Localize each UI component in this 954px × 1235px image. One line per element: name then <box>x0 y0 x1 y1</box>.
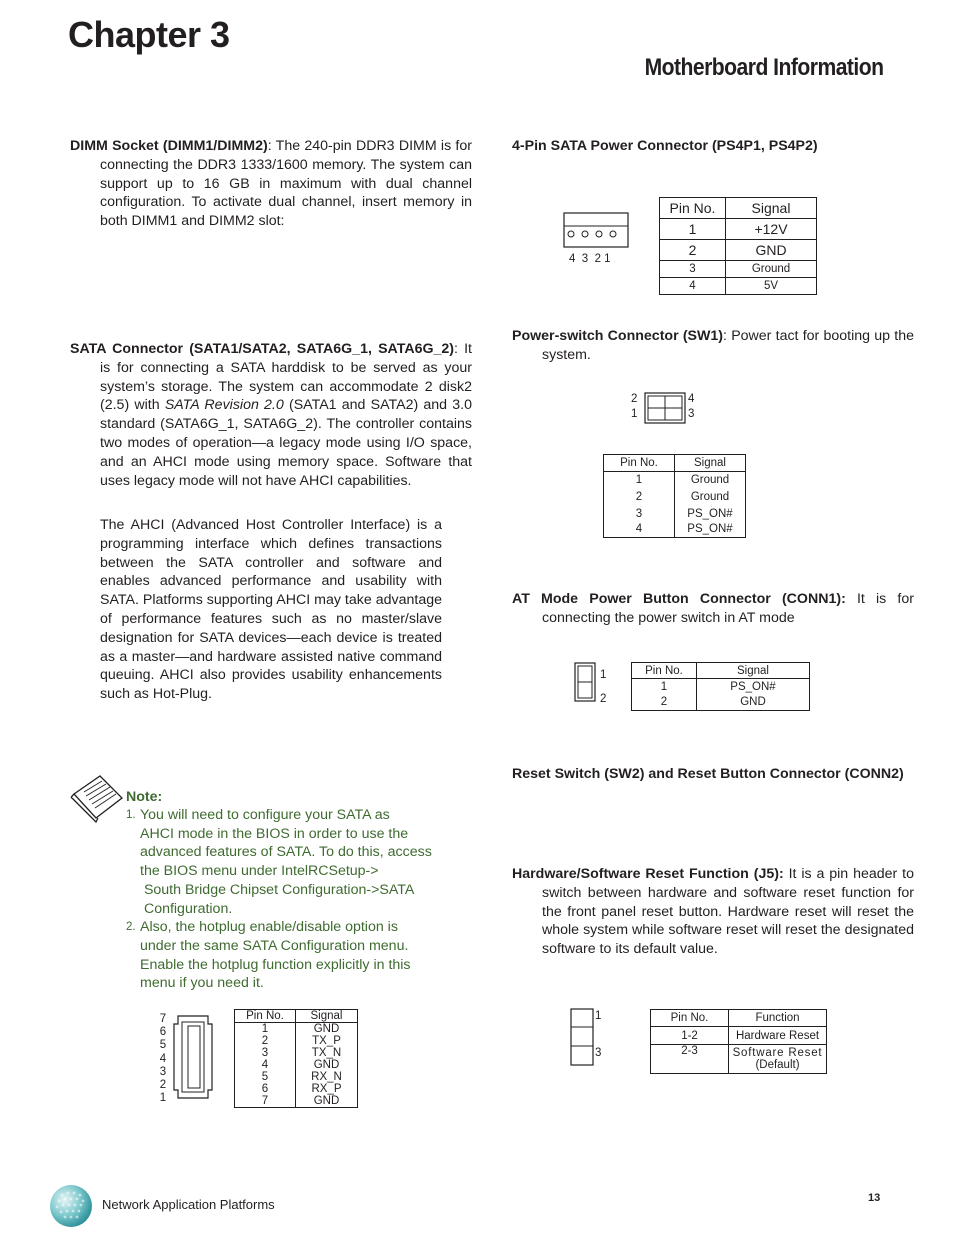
table-cell: 1 <box>235 1023 296 1036</box>
at-mode-paragraph <box>512 590 914 628</box>
table-cell: Hardware Reset <box>729 1027 827 1045</box>
table-cell: 3 <box>660 261 726 278</box>
page-number: 13 <box>868 1192 881 1204</box>
table-header: Signal <box>726 198 817 219</box>
table-cell: GND <box>296 1095 358 1108</box>
j5-pin-top: 1 <box>595 1010 602 1022</box>
note-paper-icon <box>70 772 124 824</box>
table-cell: Ground <box>675 472 746 489</box>
sata-pin-table <box>234 1009 358 1108</box>
table-cell: 1 <box>660 219 726 240</box>
note-line: Configuration. <box>140 900 233 917</box>
note-line: AHCI mode in the BIOS in order to use the <box>140 825 409 842</box>
dimm-heading: DIMM Socket (DIMM1/DIMM2) <box>70 138 268 154</box>
table-cell: GND <box>296 1023 358 1036</box>
power-switch-paragraph <box>512 327 914 365</box>
pin-label: 5 <box>159 1039 167 1052</box>
note-item-1 <box>126 806 446 918</box>
note-line: South Bridge Chipset Configuration->SATA <box>140 881 415 898</box>
ahci-paragraph: The AHCI (Advanced Host Controller Interface) is a programming interface which defines transactions between the SATA controller and software and enables advanced performance and usability with SATA. Platforms supporting AHCI may take advantage of performance features such as no master/slave designation for SATA devices—each device is treated as a master—and hardware assisted native command queuing. AHCI also provides usability enhancements such as Hot-Plug. <box>100 517 442 703</box>
table-cell: 4 <box>235 1059 296 1071</box>
note-line: You will need to configure your SATA as <box>140 807 390 823</box>
at-mode-text: It is for connecting the power switch in AT mode <box>542 591 914 626</box>
table-cell: Ground <box>726 261 817 278</box>
table-cell: 1 <box>632 679 697 695</box>
table-cell: 7 <box>235 1095 296 1108</box>
sw1-left-pins <box>631 392 637 422</box>
sata-paragraph <box>70 340 472 490</box>
footer-brand: Network Application Platforms <box>102 1197 275 1212</box>
power-switch-text: : Power tact for booting up the system. <box>542 328 914 363</box>
table-cell: PS_ON# <box>697 679 810 695</box>
sata-power-connector-diagram <box>562 212 630 248</box>
pin-label: 3 <box>688 408 695 420</box>
software-reset-label: Software Reset <box>732 1047 823 1059</box>
sata-revision: SATA Revision 2.0 <box>164 397 284 414</box>
note-line: Enable the hotplug function explicitly in this <box>140 956 411 973</box>
table-cell: GND <box>726 240 817 261</box>
pin-label: 1 <box>600 669 607 681</box>
table-header: Function <box>729 1010 827 1027</box>
hw-sw-reset-paragraph <box>512 865 914 959</box>
at-mode-heading: AT Mode Power Button Connector (CONN1): <box>512 591 846 607</box>
table-cell: PS_ON# <box>675 506 746 522</box>
table-header: Pin No. <box>660 198 726 219</box>
table-cell: 1 <box>604 472 675 489</box>
hw-sw-reset-text: It is a pin header to switch between hardware and software reset function for the front panel reset button. Hardware reset will reset the whole system while software reset will reset the designated software to its default value. <box>542 866 914 958</box>
note-line: advanced features of SATA. To do this, access <box>140 844 432 861</box>
pin-label: 4 <box>159 1052 167 1065</box>
table-cell: RX_P <box>296 1083 358 1095</box>
table-cell: 5V <box>726 278 817 295</box>
table-cell: 2 <box>235 1035 296 1047</box>
note-item-2-num: 2. <box>126 921 136 934</box>
table-cell: 2 <box>604 489 675 506</box>
dimm-paragraph <box>70 137 472 231</box>
table-cell: TX_P <box>296 1035 358 1047</box>
pin-label: 1 <box>631 408 638 420</box>
table-header: Pin No. <box>651 1010 729 1027</box>
pin-label: 1 <box>159 1092 167 1105</box>
reset-heading: Reset Switch (SW2) and Reset Button Connector (CONN2) <box>512 766 904 782</box>
sw1-right-pins <box>688 392 694 422</box>
note-line: menu if you need it. <box>140 975 264 992</box>
conn1-table <box>631 662 810 711</box>
pin-label: 7 <box>159 1013 167 1025</box>
table-cell: 1-2 <box>651 1027 729 1045</box>
table-cell: 4 <box>604 522 675 538</box>
table-header: Pin No. <box>235 1010 296 1023</box>
sata-text-2: (SATA1 and SATA2) and 3.0 standard (SATA6G_1, SATA6G_2). The controller contains two modes of operation—a legacy mode using I/O space, and an AHCI mode using memory space. Software that uses legacy mode will not have AHCI capabilities. <box>100 397 472 489</box>
section-title: Motherboard Information <box>645 54 884 81</box>
company-logo-icon <box>48 1183 94 1229</box>
table-cell: 3 <box>604 506 675 522</box>
table-cell: +12V <box>726 219 817 240</box>
table-cell: GND <box>697 695 810 711</box>
chapter-title: Chapter 3 <box>68 14 230 55</box>
j5-table <box>650 1009 827 1074</box>
table-cell: TX_N <box>296 1047 358 1059</box>
j5-connector-diagram <box>570 1008 594 1066</box>
power-switch-heading: Power-switch Connector (SW1) <box>512 328 724 344</box>
table-cell: 2 <box>660 240 726 261</box>
pin-label: 6 <box>159 1026 167 1039</box>
table-cell: GND <box>296 1059 358 1071</box>
sw1-table <box>603 454 746 538</box>
conn1-pins <box>600 663 606 711</box>
sata-pin-labels <box>158 1013 168 1105</box>
pin-label: 2 <box>159 1079 167 1092</box>
table-cell: 2 <box>632 695 697 711</box>
sata-connector-diagram <box>172 1014 214 1100</box>
table-header: Signal <box>296 1010 358 1023</box>
note-label: Note: <box>126 789 163 805</box>
table-cell: Ground <box>675 489 746 506</box>
note-item-1-num: 1. <box>126 809 136 821</box>
table-header: Pin No. <box>632 663 697 679</box>
pin-label: 2 <box>631 393 638 405</box>
note-line: under the same SATA Configuration menu. <box>140 937 409 954</box>
table-cell: 4 <box>660 278 726 295</box>
note-line: the BIOS menu under IntelRCSetup-> <box>140 863 379 880</box>
table-cell <box>729 1045 827 1074</box>
table-cell: 2-3 <box>651 1045 729 1074</box>
sata-text-1: : It is for connecting a SATA harddisk to be served as your system’s storage. The system can accommodate 2 disk2 (2.5) with <box>100 341 472 414</box>
table-cell: 5 <box>235 1071 296 1083</box>
default-label: (Default) <box>755 1059 800 1071</box>
table-header: Signal <box>697 663 810 679</box>
table-cell: 6 <box>235 1083 296 1095</box>
table-header: Signal <box>675 455 746 472</box>
pin-label: 2 <box>600 693 607 705</box>
pin-label: 4 <box>688 393 695 405</box>
table-cell: 3 <box>235 1047 296 1059</box>
table-header: Pin No. <box>604 455 675 472</box>
note-list <box>126 806 446 993</box>
table-cell: RX_N <box>296 1071 358 1083</box>
sata-power-table <box>659 197 817 295</box>
hw-sw-reset-heading: Hardware/Software Reset Function (J5): <box>512 866 784 882</box>
sata-power-heading: 4-Pin SATA Power Connector (PS4P1, PS4P2) <box>512 138 818 154</box>
sw1-connector-diagram <box>644 392 686 424</box>
sata-power-pin-label: 4 3 2 1 <box>569 253 611 265</box>
sata-heading: SATA Connector (SATA1/SATA2, SATA6G_1, SATA6G_2) <box>70 341 455 357</box>
table-cell: PS_ON# <box>675 522 746 538</box>
note-item-2 <box>126 918 446 993</box>
note-line: Also, the hotplug enable/disable option is <box>140 919 398 936</box>
dimm-text: : The 240-pin DDR3 DIMM is for connecting the DDR3 1333/1600 memory. The system can support up to 16 GB in maximum with dual channel configuration. To activate dual channel, insert memory in both DIMM1 and DIMM2 slot: <box>100 138 472 230</box>
conn1-connector-diagram <box>574 662 596 702</box>
j5-pin-bottom: 3 <box>595 1047 602 1059</box>
pin-label: 3 <box>159 1065 167 1078</box>
